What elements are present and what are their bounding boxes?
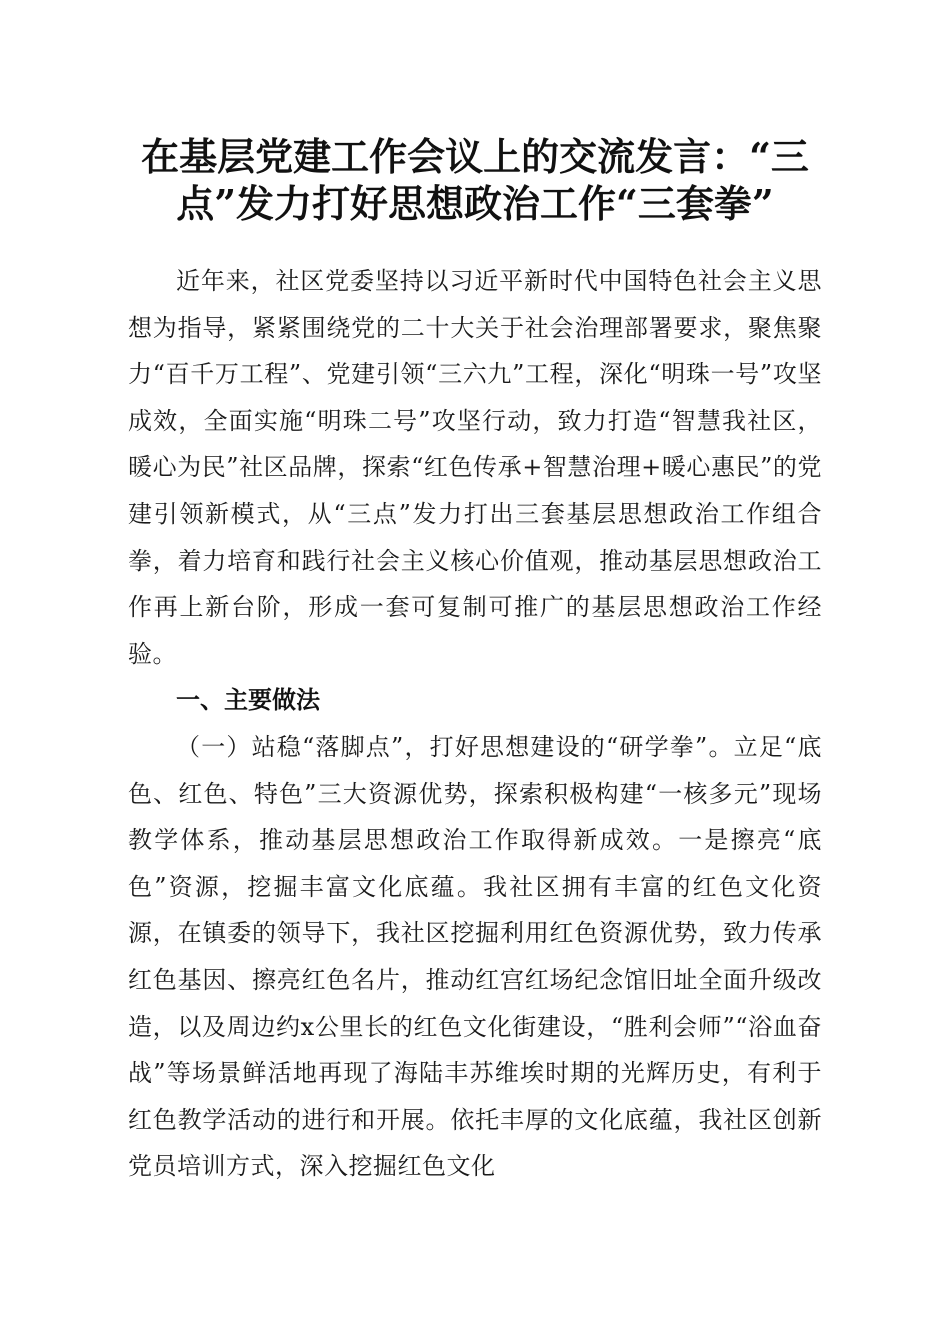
document-body — [128, 258, 822, 1190]
intro-paragraph: 近年来，社区党委坚持以习近平新时代中国特色社会主义思想为指导，紧紧围绕党的二十大关于社会治理部署要求，聚焦聚力“百千万工程”、党建引领“三六九”工程，深化“明珠一号”攻坚成效，全面实施“明珠二号”攻坚行动，致力打造“智慧我社区，暖心为民”社区品牌，探索“红色传承+智慧治理+暖心惠民”的党建引领新模式，从“三点”发力打出三套基层思想政治工作组合拳，着力培育和践行社会主义核心价值观，推动基层思想政治工作再上新台阶，形成一套可复制可推广的基层思想政治工作经验。 — [128, 267, 822, 668]
section-heading: 一、主要做法 — [176, 686, 320, 715]
document-title: 在基层党建工作会议上的交流发言：“三点”发力打好思想政治工作“三套拳” — [141, 134, 809, 226]
subsection-paragraph: （一）站稳“落脚点”，打好思想建设的“研学拳”。立足“底色、红色、特色”三大资源优势，探索积极构建“一核多元”现场教学体系，推动基层思想政治工作取得新成效。一是擦亮“底色”资源，挖掘丰富文化底蕴。我社区拥有丰富的红色文化资源，在镇委的领导下，我社区挖掘利用红色资源优势，致力传承红色基因、擦亮红色名片，推动红宫红场纪念馆旧址全面升级改造，以及周边约x公里长的红色文化街建设，“胜利会师”“浴血奋战”等场景鲜活地再现了海陆丰苏维埃时期的光辉历史，有利于红色教学活动的进行和开展。依托丰厚的文化底蕴，我社区创新党员培训方式，深入挖掘红色文化 — [128, 732, 822, 1181]
